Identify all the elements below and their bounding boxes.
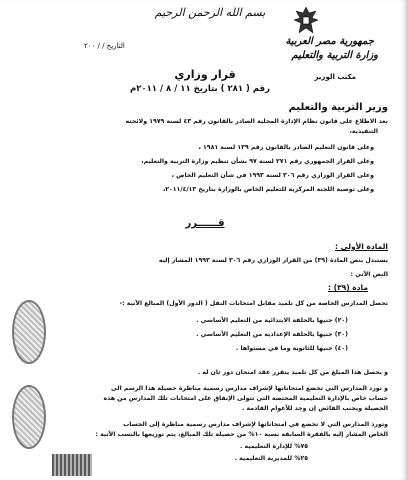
para3-line: الحصيلة ويجنب الفائض إن وجد للأعوام القادمة . [242,405,388,412]
date-field: التاريخ / / ٢٠٠ [84,42,125,50]
article39-para3 [28,384,388,414]
side-stamp-bottom [12,385,46,449]
article39-intro: تحصل المدارس الخاصة من كل تلميذ مقابل امتحانات النقل ( الدور الأول) المبالغ الآتية :- [119,300,388,307]
article1-line: النص الآتي : [350,271,388,278]
decree-number: رقم ( ٢٨١ ) بتاريخ ١١ / ٨ / ٢٠١١م [130,84,270,94]
list-item: (٣٠) جنيها بالحلقة الإعدادية من التعليم الأساسي . [196,331,348,338]
article1-body [38,256,388,280]
list-item: (٤٠) جنيها للثانوية وما في مستواها . [236,345,348,352]
para3-line: و تورد المدارس التي تخضع امتحاناتها لإشراف مدارس رسمية مناظرة حصيلة هذا الرسم الى [111,385,388,392]
basmala: بسم الله الرحمن الرحيم [154,6,266,19]
decides-heading: قــــــرر [185,218,225,229]
distribution-list [108,442,308,464]
para4-line: وتورد المدارس التي لا تخضع في امتحاناتها لإشراف مدارس رسمية مناظرة إلى الحساب [123,421,388,428]
ministry-name: وزارة التربية والتعليم [291,50,378,61]
fee-list [48,316,348,354]
side-stamp-top [12,300,46,364]
para4-line: الخاص المشار إليه بالفقرة السابقة نسبة ١٠% من حصيلة تلك المبالغ، يتم توزيعها بالنسب الآتية : [95,431,388,438]
article1-heading: المادة الأولى : [335,242,388,251]
preamble-line: وعلى القرار الجمهوري رقم ٢٧١ لسنة ٩٧ بشأن تنظيم وزارة التربية والتعليم، [141,158,374,165]
preamble-line: وعلى القرار الوزاري رقم ٣٠٦ لسنة ١٩٩٣ في شأن التعليم الخاص ، [171,172,374,179]
preamble-line: وعلى توصية اللجنة المركزية للتعليم الخاص بالوزارة بتاريخ ٢٠١١/٤/١٣، [162,186,374,193]
article1-line: يستبدل بنص المادة (٣٩) من القرار الوزاري رقم ٣٠٦ لسنة ١٩٩٣ المشار إليه [158,257,388,264]
list-item: (٢٠) جنيها بالحلقة الابتدائية من التعليم الأساسي . [196,317,348,324]
list-item: ٧٥% للإدارة التعليمية . [239,443,308,450]
article39-para2: و يحصل هذا المبلغ من كل تلميذ يتقرر عقد امتحان دور ثان له . [197,369,388,376]
egypt-eagle-emblem-icon [292,5,320,37]
ministry-country: جمهورية مصر العربية [285,36,374,47]
bottom-stamp [52,454,92,476]
list-item: ٢٥% للمديرية التعليمية . [234,455,308,462]
preamble-line: بعد الاطلاع على قانون نظام الإدارة المحلية الصادر بالقانون رقم ٤٣ لسنة ١٩٧٩ ولائحته [125,118,388,125]
preamble-line: التنفيذية، [349,128,378,135]
preamble-line: وعلى قانون التعليم الصادر بالقانون رقم ١٣٩ لسنة ١٩٨١ ، [198,144,374,151]
para3-line: حساب خاص بالإدارة التعليمية المختصة التي تتولى الإنفاق على امتحانات تلك المدارس من هذه [103,395,388,402]
decree-title: قرار وزاري [174,68,236,81]
preamble [16,117,388,195]
article39-para4 [28,420,388,440]
minister-office: مكتب الوزير [314,73,356,81]
article39-heading: مادة (٣٩) : [328,283,368,292]
minister-heading: وزير التربية والتعليم [288,102,388,113]
